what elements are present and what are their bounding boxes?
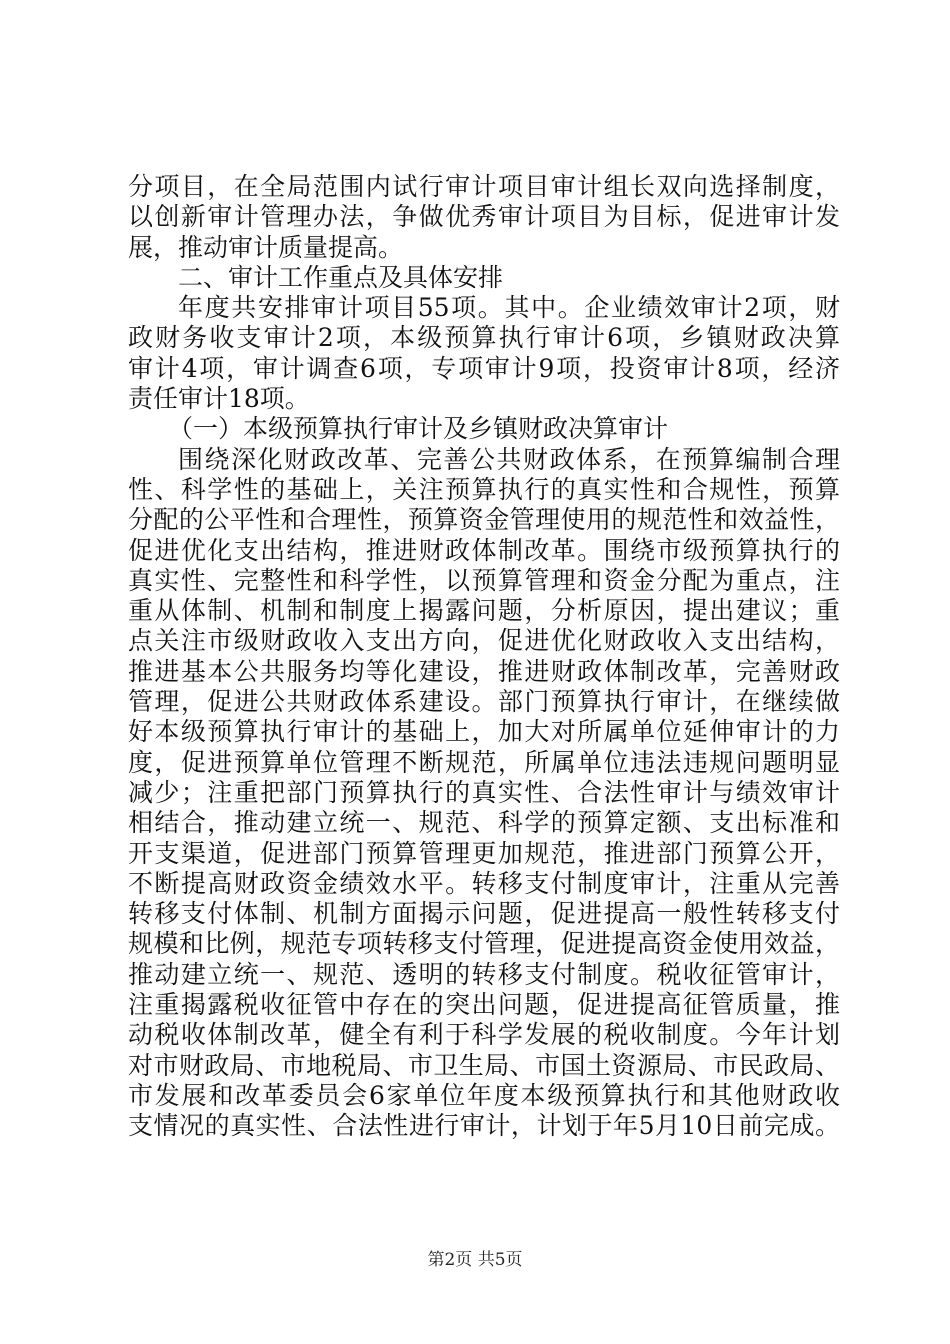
text-line: 年度共安排审计项目55项。其中。企业绩效审计2项，财 bbox=[178, 293, 840, 323]
text-line: 动税收体制改革，健全有利于科学发展的税收制度。今年计划 bbox=[128, 1020, 840, 1050]
text-line: 不断提高财政资金绩效水平。转移支付制度审计，注重从完善 bbox=[128, 868, 840, 898]
text-line: 减少；注重把部门预算执行的真实性、合法性审计与绩效审计 bbox=[128, 777, 840, 807]
text-line: 展，推动审计质量提高。 bbox=[128, 232, 404, 262]
text-line: 市发展和改革委员会6家单位年度本级预算执行和其他财政收 bbox=[128, 1080, 840, 1110]
text-line: 相结合，推动建立统一、规范、科学的预算定额、支出标准和 bbox=[128, 808, 840, 838]
text-line: 推进基本公共服务均等化建设，推进财政体制改革，完善财政 bbox=[128, 656, 840, 686]
text-line: 促进优化支出结构，推进财政体制改革。围绕市级预算执行的 bbox=[128, 535, 840, 565]
text-line: 分项目，在全局范围内试行审计项目审计组长双向选择制度， bbox=[128, 172, 840, 201]
text-line: 分配的公平性和合理性，预算资金管理使用的规范性和效益性， bbox=[128, 505, 840, 535]
text-line: 推动建立统一、规范、透明的转移支付制度。税收征管审计， bbox=[128, 959, 840, 989]
text-line: 围绕深化财政改革、完善公共财政体系，在预算编制合理 bbox=[178, 444, 840, 474]
text-line: 政财务收支审计2项，本级预算执行审计6项，乡镇财政决算 bbox=[128, 323, 840, 353]
text-line: 好本级预算执行审计的基础上，加大对所属单位延伸审计的力 bbox=[128, 717, 840, 747]
text-line: 真实性、完整性和科学性，以预算管理和资金分配为重点，注 bbox=[128, 565, 840, 595]
text-line: 开支渠道，促进部门预算管理更加规范，推进部门预算公开， bbox=[128, 838, 840, 868]
text-line: 对市财政局、市地税局、市卫生局、市国土资源局、市民政局、 bbox=[128, 1050, 840, 1080]
text-line: 点关注市级财政收入支出方向，促进优化财政收入支出结构， bbox=[128, 626, 840, 656]
body-text bbox=[128, 172, 840, 1142]
text-line: 责任审计18项。 bbox=[128, 384, 310, 414]
text-line: 规模和比例，规范专项转移支付管理，促进提高资金使用效益， bbox=[128, 929, 840, 959]
text-line: 性、科学性的基础上，关注预算执行的真实性和合规性，预算 bbox=[128, 474, 840, 504]
text-line: 度，促进预算单位管理不断规范，所属单位违法违规问题明显 bbox=[128, 747, 840, 777]
text-line: 重从体制、机制和制度上揭露问题，分析原因，提出建议；重 bbox=[128, 596, 840, 626]
section-heading: 二、审计工作重点及具体安排 bbox=[178, 262, 504, 292]
text-line: 转移支付体制、机制方面揭示问题，促进提高一般性转移支付 bbox=[128, 899, 840, 929]
text-line: 管理，促进公共财政体系建设。部门预算执行审计，在继续做 bbox=[128, 687, 840, 717]
page-footer: 第2页 共5页 bbox=[427, 1250, 523, 1270]
text-line: 支情况的真实性、合法性进行审计，计划于年5月10日前完成。 bbox=[128, 1111, 840, 1141]
text-line: 注重揭露税收征管中存在的突出问题，促进提高征管质量，推 bbox=[128, 990, 840, 1020]
text-line: 审计4项，审计调查6项，专项审计9项，投资审计8项，经济 bbox=[128, 353, 840, 383]
text-line: 以创新审计管理办法，争做优秀审计项目为目标，促进审计发 bbox=[128, 202, 840, 232]
subsection-heading: （一）本级预算执行审计及乡镇财政决算审计 bbox=[168, 414, 669, 444]
